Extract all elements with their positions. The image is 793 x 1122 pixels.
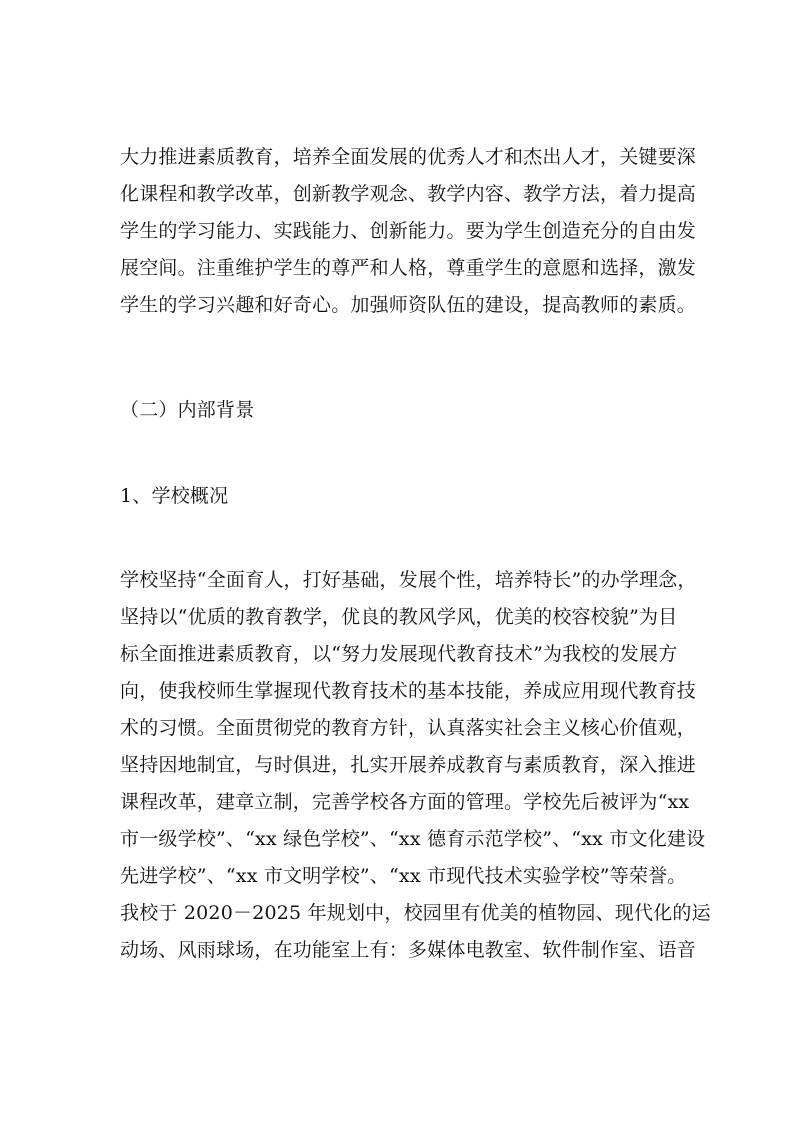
paragraph-line: 市一级学校”、“xx 绿色学校”、“xx 德育示范学校”、“xx 市文化建设	[120, 828, 706, 850]
paragraph-line: 学校坚持“全面育人，打好基础，发展个性，培养特长”的办学理念，	[120, 569, 697, 591]
paragraph-line: 标全面推进素质教育，以“努力发展现代教育技术”为我校的发展方	[120, 643, 678, 665]
paragraph-line: 展空间。注重维护学生的尊严和人格，尊重学生的意愿和选择，激发	[120, 257, 697, 279]
paragraph-line: 术的习惯。全面贯彻党的教育方针，认真落实社会主义核心价值观，	[120, 717, 697, 739]
paragraph-line: 先进学校”、“xx 市文明学校”、“xx 市现代技术实验学校”等荣誉。	[120, 865, 687, 887]
paragraph-line: 动场、风雨球场，在功能室上有：多媒体电教室、软件制作室、语音	[120, 939, 697, 961]
section-heading: （二）内部背景	[120, 399, 255, 421]
paragraph-line: 大力推进素质教育，培养全面发展的优秀人才和杰出人才，关键要深	[120, 146, 697, 168]
paragraph-line: 学生的学习兴趣和好奇心。加强师资队伍的建设，提高教师的素质。	[120, 294, 697, 316]
paragraph-line: 学生的学习能力、实践能力、创新能力。要为学生创造充分的自由发	[120, 220, 697, 242]
subsection-heading: 1、学校概况	[120, 485, 229, 507]
paragraph-line: 化课程和教学改革，创新教学观念、教学内容、教学方法，着力提高	[120, 183, 697, 205]
paragraph-line: 课程改革，建章立制，完善学校各方面的管理。学校先后被评为“xx	[120, 791, 690, 813]
paragraph-line: 向，使我校师生掌握现代教育技术的基本技能，养成应用现代教育技	[120, 680, 697, 702]
paragraph-line: 坚持因地制宜，与时俱进，扎实开展养成教育与素质教育，深入推进	[120, 754, 697, 776]
paragraph-line: 我校于 2020－2025 年规划中，校园里有优美的植物园、现代化的运	[120, 902, 711, 924]
paragraph-line: 坚持以“优质的教育教学，优良的教风学风，优美的校容校貌”为目	[120, 606, 678, 628]
